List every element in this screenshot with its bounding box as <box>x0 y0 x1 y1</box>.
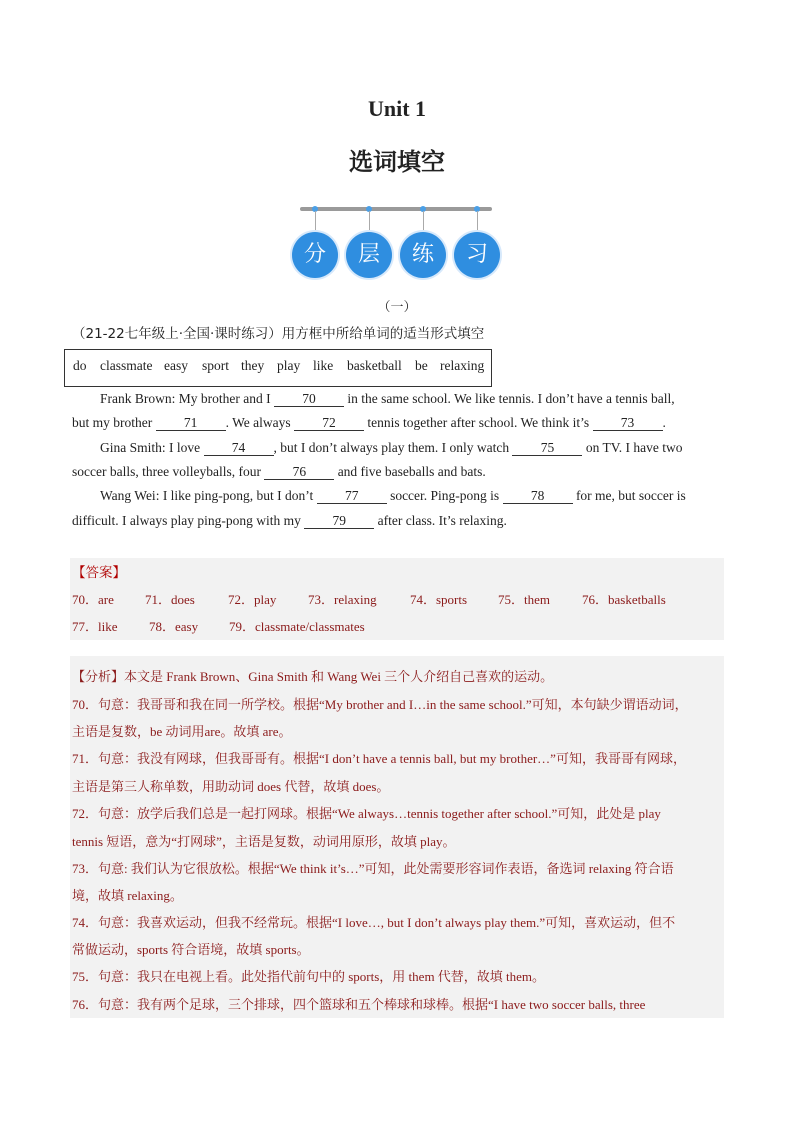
answer-item: 75．them <box>498 592 550 607</box>
answer-item: 76．basketballs <box>582 592 666 607</box>
analysis-line: tennis 短语，意为“打网球”，主语是复数，动词用原形，故填 play。 <box>72 834 456 849</box>
blank-75[interactable]: 75 <box>512 440 582 456</box>
instruction: （21-22七年级上·全国·课时练习）用方框中所给单词的适当形式填空 <box>72 326 485 342</box>
badge-circle: 层 <box>346 232 392 278</box>
passage-text: but my brother <box>72 415 156 430</box>
blank-73[interactable]: 73 <box>593 415 663 431</box>
passage-text: soccer. Ping-pong is <box>386 488 503 503</box>
word-item: play <box>277 358 301 373</box>
passage-text: in the same school. We like tennis. I don’t have a tennis ball, <box>343 391 675 406</box>
analysis-line: 71．句意：我没有网球，但我哥哥有。根据“I don’t have a tennis ball, but my brother…”可知，我哥哥有网球， <box>72 751 686 766</box>
word-item: like <box>313 358 334 373</box>
analysis-line: 73．句意: 我们认为它很放松。根据“We think it’s…”可知，此处需要形容词作表语，备选词 relaxing 符合语 <box>72 861 674 876</box>
word-item: sport <box>202 358 229 373</box>
banner-stem <box>423 211 424 233</box>
banner-stem <box>369 211 370 233</box>
passage-text: on TV. I have two <box>582 440 683 455</box>
blank-77[interactable]: 77 <box>317 488 387 504</box>
analysis-line: 76．句意：我有两个足球，三个排球，四个篮球和五个棒球和球棒。根据“I have two soccer balls, three <box>72 997 646 1012</box>
passage-text: Gina Smith: I love <box>100 440 204 455</box>
passage-line <box>100 391 675 407</box>
analysis-line: 常做运动，sports 符合语境，故填 sports。 <box>72 942 310 957</box>
answer-item: 70．are <box>72 592 114 607</box>
badge-circle: 练 <box>400 232 446 278</box>
analysis-line: 74．句意：我喜欢运动，但我不经常玩。根据“I love…, but I don’t always play them.”可知，喜欢运动，但不 <box>72 915 676 930</box>
word-box <box>64 349 492 387</box>
answer-heading: 【答案】 <box>72 565 126 581</box>
answer-item: 71．does <box>145 592 195 607</box>
passage-text: soccer balls, three volleyballs, four <box>72 464 265 479</box>
badge-circle: 习 <box>454 232 500 278</box>
passage-text: . <box>662 415 666 430</box>
passage-line <box>72 415 666 431</box>
blank-72[interactable]: 72 <box>294 415 364 431</box>
analysis-line: 【分析】本文是 Frank Brown、Gina Smith 和 Wang Wei 三个人介绍自己喜欢的运动。 <box>72 669 554 684</box>
analysis-line: 主语是复数，be 动词用are。故填 are。 <box>72 724 292 739</box>
badge-circle: 分 <box>292 232 338 278</box>
banner-bar <box>300 207 492 211</box>
passage-text: after class. It’s relaxing. <box>374 513 507 528</box>
answer-item: 74．sports <box>410 592 468 607</box>
passage-line <box>72 464 486 480</box>
passage-line <box>100 440 682 456</box>
answer-item: 77．like <box>72 619 118 634</box>
blank-71[interactable]: 71 <box>156 415 226 431</box>
blank-76[interactable]: 76 <box>264 464 334 480</box>
word-item: they <box>241 358 265 373</box>
passage-text: for me, but soccer is <box>572 488 686 503</box>
blank-70[interactable]: 70 <box>274 391 344 407</box>
passage-text: Wang Wei: I like ping-pong, but I don’t <box>100 488 317 503</box>
passage-text: , but I don’t always play them. I only watch <box>273 440 513 455</box>
analysis-line: 75．句意：我只在电视上看。此处指代前句中的 sports，用 them 代替，故填 them。 <box>72 969 546 984</box>
passage-text: Frank Brown: My brother and I <box>100 391 274 406</box>
word-item: classmate <box>100 358 153 373</box>
answer-item: 73．relaxing <box>308 592 377 607</box>
passage-line <box>100 488 686 504</box>
word-item: easy <box>164 358 188 373</box>
answer-item: 78．easy <box>149 619 199 634</box>
section-label: （一） <box>377 300 417 315</box>
blank-79[interactable]: 79 <box>304 513 374 529</box>
analysis-line: 72．句意：放学后我们总是一起打网球。根据“We always…tennis together after school.”可知，此处是 play <box>72 806 661 821</box>
banner-stem <box>477 211 478 233</box>
blank-78[interactable]: 78 <box>503 488 573 504</box>
word-item: do <box>73 358 87 373</box>
passage-text: difficult. I always play ping-pong with my <box>72 513 305 528</box>
answer-item: 79．classmate/classmates <box>229 619 365 634</box>
passage-text: tennis together after school. We think it’s <box>364 415 593 430</box>
analysis-line: 主语是第三人称单数，用助动词 does 代替，故填 does。 <box>72 779 390 794</box>
passage-text: . We always <box>225 415 295 430</box>
layered-practice-banner <box>290 204 502 280</box>
passage-line <box>72 513 507 529</box>
analysis-line: 70．句意：我哥哥和我在同一所学校。根据“My brother and I…in the same school.”可知，本句缺少谓语动词， <box>72 697 688 712</box>
page-subtitle: 选词填空 <box>349 148 445 176</box>
passage-text: and five baseballs and bats. <box>334 464 486 479</box>
word-item: relaxing <box>440 358 485 373</box>
page-title: Unit 1 <box>367 96 427 121</box>
answer-item: 72．play <box>228 592 277 607</box>
word-item: basketball <box>347 358 402 373</box>
blank-74[interactable]: 74 <box>204 440 274 456</box>
banner-stem <box>315 211 316 233</box>
word-item: be <box>415 358 428 373</box>
analysis-line: 境，故填 relaxing。 <box>72 888 183 903</box>
